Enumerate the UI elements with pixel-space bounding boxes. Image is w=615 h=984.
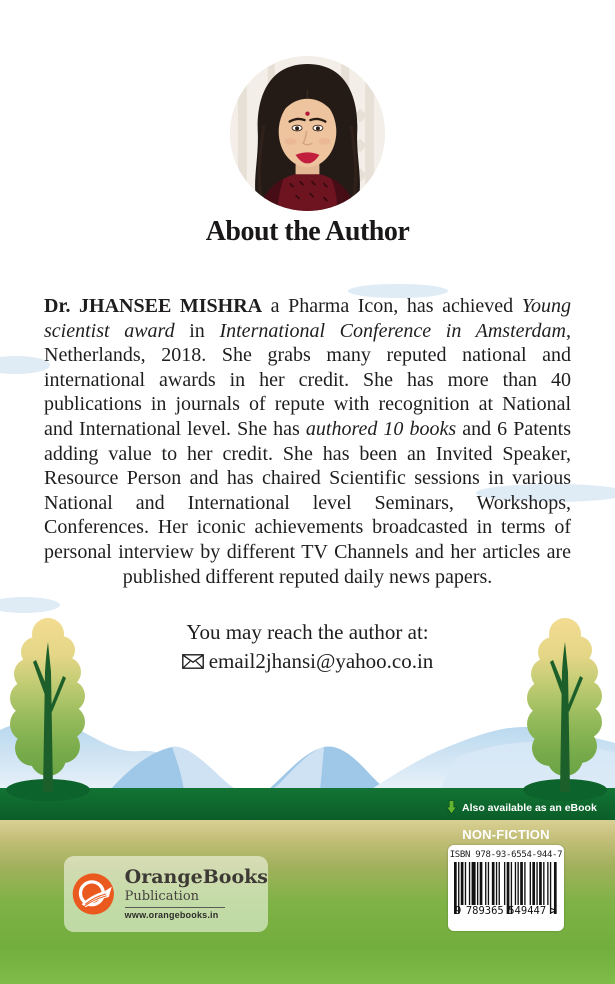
publisher-logo-block (64, 856, 268, 932)
author-email: email2jhansi@yahoo.co.in (208, 649, 434, 673)
ebook-note-label: Also available as an eBook (462, 801, 597, 814)
contact-block (0, 620, 615, 674)
download-arrow-icon (446, 800, 457, 815)
bio-segment: International Conference in Amsterdam (219, 319, 566, 342)
author-photo (230, 56, 385, 211)
publisher-name: OrangeBooks (124, 866, 268, 888)
barcode-group1: 789365 (465, 905, 504, 917)
bio-segment: Dr. JHANSEE MISHRA (44, 295, 263, 317)
bio-segment: and 6 Patents adding value to her credit. She has been an Invited Speaker, Resource Person and has chaired Scientific sessions in various National and International level Seminars, Workshops, Conferences. Her iconic achievements broadcasted in terms of personal interview by different TV Channels and her articles are published different reputed daily news papers. (44, 417, 571, 588)
bio-segment: in (174, 319, 220, 342)
isbn-label: ISBN 978-93-6554-944-7 (449, 850, 563, 860)
author-bio (44, 294, 571, 589)
barcode-group2: 549447 (508, 905, 547, 917)
bio-segment: a Pharma Icon, has achieved (262, 295, 522, 317)
publisher-website: www.orangebooks.in (124, 910, 219, 920)
open-book-icon (72, 865, 115, 923)
bio-segment: Young scientist award (44, 295, 571, 342)
envelope-icon (182, 654, 204, 669)
contact-prompt: You may reach the author at: (186, 620, 429, 644)
genre-badge: NON-FICTION (462, 826, 550, 842)
isbn-barcode-block (448, 845, 564, 931)
author-portrait-illustration (230, 56, 385, 211)
bio-segment: authored 10 books (305, 417, 457, 440)
publisher-division: Publication (124, 889, 200, 904)
bio-segment: , Netherlands, 2018. She grabs many reputed national and international awards in her credit. She has more than 40 publications in journals of repute with recognition at National and International level. She has (44, 319, 571, 440)
barcode-lead: 9 (455, 905, 462, 917)
page-title: About the Author (205, 216, 410, 247)
cloud (0, 356, 50, 374)
divider (125, 907, 225, 908)
barcode-digits (454, 905, 558, 917)
barcode-end-mark: > (550, 905, 557, 917)
ebook-availability (446, 800, 597, 815)
